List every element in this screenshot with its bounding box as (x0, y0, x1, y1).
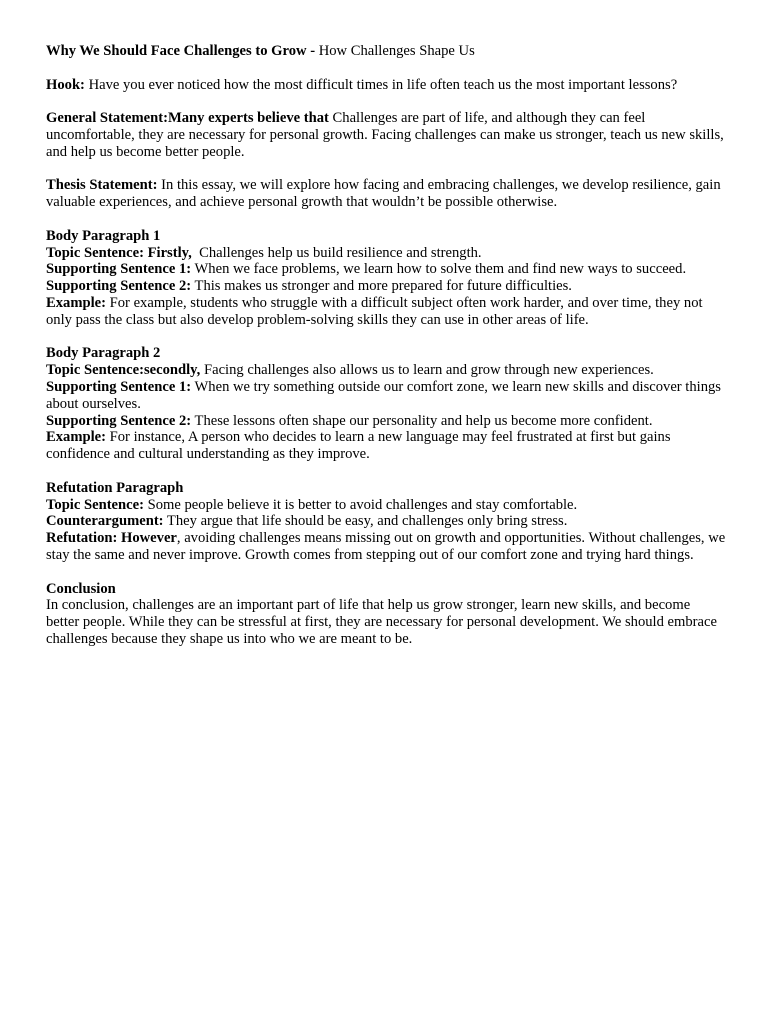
refutation-rebuttal (46, 530, 726, 564)
body2-topic-label: Topic Sentence:secondly, (46, 362, 201, 379)
refutation-topic-label: Topic Sentence: (46, 496, 144, 513)
counterargument-label: Counterargument: (46, 513, 164, 530)
body2-example-text: For instance, A person who decides to learn a new language may feel frustrated at first but gains confidence and cultural understanding as they improve. (46, 429, 671, 463)
body1-topic-sentence (46, 245, 726, 262)
essay-document (46, 43, 726, 664)
essay-title-subtitle: How Challenges Shape Us (318, 43, 475, 59)
body2-heading: Body Paragraph 2 (46, 345, 161, 362)
body2-topic-text: Facing challenges also allows us to learn and grow through new experiences. (200, 362, 654, 379)
body1-topic-text: Challenges help us build resilience and strength. (191, 244, 482, 261)
body1-topic-label: Topic Sentence: Firstly, (46, 244, 192, 261)
general-statement-paragraph (46, 110, 726, 160)
refutation-topic-text: Some people believe it is better to avoid challenges and stay comfortable. (143, 496, 578, 513)
conclusion-heading: Conclusion (46, 580, 116, 597)
body2-example-label: Example: (46, 429, 106, 446)
counterargument-text: They argue that life should be easy, and challenges only bring stress. (163, 513, 568, 530)
body-paragraph-2 (46, 345, 726, 463)
refutation-counterargument (46, 513, 726, 530)
conclusion-paragraph (46, 581, 726, 648)
body1-heading: Body Paragraph 1 (46, 227, 161, 244)
body1-supporting-1 (46, 261, 726, 278)
body1-supporting-1-text: When we face problems, we learn how to solve them and find new ways to succeed. (191, 261, 687, 278)
refutation-heading: Refutation Paragraph (46, 479, 184, 496)
body2-topic-sentence (46, 362, 726, 379)
essay-title-bold: Why We Should Face Challenges to Grow - (46, 43, 319, 59)
body2-example (46, 429, 726, 463)
essay-title (46, 43, 726, 60)
thesis-label: Thesis Statement: (46, 177, 158, 194)
hook-paragraph (46, 77, 726, 94)
thesis-text: In this essay, we will explore how facing and embracing challenges, we develop resilience, gain valuable experiences, and achieve personal growth that wouldn’t be possible otherwise. (46, 177, 721, 211)
body1-example-text: For example, students who struggle with a difficult subject often work harder, and over time, they not only pass the class but also develop problem-solving skills they can use in other areas of life. (46, 294, 703, 328)
body1-supporting-1-label: Supporting Sentence 1: (46, 261, 192, 278)
refutation-rebuttal-text: , avoiding challenges means missing out on growth and opportunities. Without challenges, we stay the same and never improve. Growth comes from stepping out of our comfort zone and trying hard things. (46, 530, 726, 563)
body1-example-label: Example: (46, 294, 106, 311)
refutation-topic-sentence (46, 497, 726, 514)
hook-text: Have you ever noticed how the most difficult times in life often teach us the most important lessons? (84, 76, 678, 93)
body1-supporting-2-text: This makes us stronger and more prepared for future difficulties. (191, 278, 572, 295)
hook-label: Hook: (46, 76, 85, 93)
conclusion-text: In conclusion, challenges are an important part of life that help us grow stronger, learn new skills, and become better people. While they can be stressful at first, they are necessary for personal development. We should embrace challenges because they shape us into who we are meant to be. (46, 597, 717, 647)
body2-supporting-2-text: These lessons often shape our personality and help us become more confident. (191, 412, 653, 429)
thesis-paragraph (46, 177, 726, 211)
refutation-paragraph (46, 480, 726, 564)
body2-supporting-1 (46, 379, 726, 413)
body2-supporting-2-label: Supporting Sentence 2: (46, 412, 192, 429)
body1-example (46, 295, 726, 329)
body2-supporting-1-text: When we try something outside our comfort zone, we learn new skills and discover things about ourselves. (46, 378, 721, 412)
body2-supporting-1-label: Supporting Sentence 1: (46, 378, 192, 395)
body2-supporting-2 (46, 413, 726, 430)
general-statement-label: General Statement:Many experts believe that (46, 110, 329, 127)
body1-supporting-2 (46, 278, 726, 295)
body-paragraph-1 (46, 228, 726, 329)
body1-supporting-2-label: Supporting Sentence 2: (46, 278, 192, 295)
general-statement-text: Challenges are part of life, and although they can feel uncomfortable, they are necessary for personal growth. Facing challenges can make us stronger, teach us new skills, and help us become better people. (46, 110, 724, 160)
refutation-rebuttal-label: Refutation: However (46, 530, 177, 547)
